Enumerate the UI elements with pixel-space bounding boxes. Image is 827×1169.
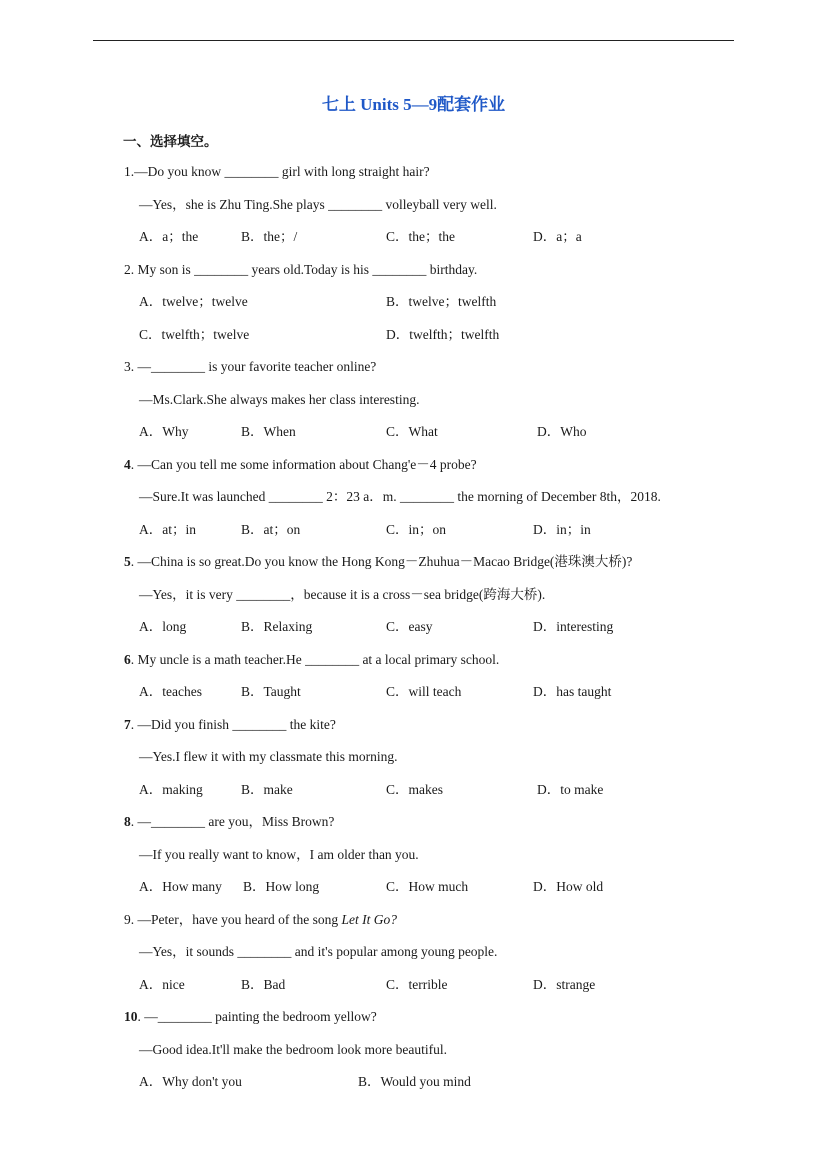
question-9-option-c[interactable]: C．terrible (386, 977, 448, 992)
question-1-option-d[interactable]: D．a；a (533, 229, 582, 244)
question-4-reply: —Sure.It was launched ________ 2：23 a．m. ________ the morning of December 8th，2018. (139, 489, 661, 504)
question-4-option-c[interactable]: C．in；on (386, 522, 447, 537)
question-3-option-b[interactable]: B．When (241, 424, 296, 439)
question-9-stem (124, 911, 397, 929)
question-1-option-a[interactable]: A．a；the (139, 229, 199, 244)
question-6-stem (124, 651, 499, 669)
question-2-option-a[interactable]: A．twelve；twelve (139, 294, 248, 309)
question-1-option-b[interactable]: B．the；/ (241, 229, 298, 244)
question-9-option-d[interactable]: D．strange (533, 977, 596, 992)
question-3-option-c[interactable]: C．What (386, 424, 438, 439)
question-10-number: 10 (124, 1009, 138, 1024)
question-6-number: 6 (124, 652, 131, 667)
question-5-option-b[interactable]: B．Relaxing (241, 619, 313, 634)
question-5-number: 5 (124, 554, 131, 569)
question-2-stem: 2. My son is ________ years old.Today is his ________ birthday. (124, 262, 478, 277)
question-10-option-a[interactable]: A．Why don't you (139, 1074, 242, 1089)
question-5-text: . —China is so great.Do you know the Hong Kong－Zhuhua－Macao Bridge(港珠澳大桥)? (130, 554, 633, 569)
question-6-option-a[interactable]: A．teaches (139, 684, 202, 699)
question-7-text: . —Did you finish ________ the kite? (130, 717, 336, 732)
question-5-reply: —Yes，it is very ________，because it is a cross－sea bridge(跨海大桥). (139, 587, 546, 602)
question-5-option-d[interactable]: D．interesting (533, 619, 614, 634)
question-1-option-c[interactable]: C．the；the (386, 229, 455, 244)
question-8-option-b[interactable]: B．How long (243, 879, 320, 894)
question-2-option-b[interactable]: B．twelve；twelfth (386, 294, 497, 309)
question-9-text: 9. —Peter，have you heard of the song (124, 912, 342, 927)
question-6-option-d[interactable]: D．has taught (533, 684, 612, 699)
question-6-option-b[interactable]: B．Taught (241, 684, 301, 699)
question-1-stem: 1.—Do you know ________ girl with long straight hair? (124, 164, 430, 179)
question-5-option-c[interactable]: C．easy (386, 619, 433, 634)
question-7-option-d[interactable]: D．to make (537, 782, 604, 797)
question-3-reply: —Ms.Clark.She always makes her class interesting. (139, 392, 420, 407)
question-7-reply: —Yes.I flew it with my classmate this morning. (139, 749, 398, 764)
header-rule (93, 40, 734, 41)
question-10-option-b[interactable]: B．Would you mind (358, 1074, 471, 1089)
question-4-number: 4 (124, 457, 131, 472)
question-10-text: . —________ painting the bedroom yellow? (137, 1009, 377, 1024)
question-8-stem (124, 813, 334, 831)
question-10-reply: —Good idea.It'll make the bedroom look more beautiful. (139, 1042, 447, 1057)
question-2-option-c[interactable]: C．twelfth；twelve (139, 327, 250, 342)
question-5-stem (124, 553, 632, 571)
question-7-option-a[interactable]: A．making (139, 782, 203, 797)
question-10-stem (124, 1008, 377, 1026)
question-2-option-d[interactable]: D．twelfth；twelfth (386, 327, 500, 342)
question-9-reply: —Yes，it sounds ________ and it's popular among young people. (139, 944, 498, 959)
question-8-option-d[interactable]: D．How old (533, 879, 604, 894)
question-4-option-d[interactable]: D．in；in (533, 522, 591, 537)
question-4-text: . —Can you tell me some information about Chang'e－4 probe? (130, 457, 477, 472)
question-8-option-c[interactable]: C．How much (386, 879, 469, 894)
question-4-stem (124, 456, 477, 474)
question-8-number: 8 (124, 814, 131, 829)
question-1-reply: —Yes，she is Zhu Ting.She plays ________ volleyball very well. (139, 197, 497, 212)
question-3-option-a[interactable]: A．Why (139, 424, 189, 439)
question-4-option-a[interactable]: A．at；in (139, 522, 196, 537)
question-3-stem: 3. —________ is your favorite teacher online? (124, 359, 377, 374)
question-7-option-c[interactable]: C．makes (386, 782, 443, 797)
page-title: 七上 Units 5—9配套作业 (321, 95, 506, 114)
question-9-option-a[interactable]: A．nice (139, 977, 185, 992)
question-8-reply: —If you really want to know，I am older than you. (139, 847, 419, 862)
section-heading: 一、选择填空。 (123, 134, 218, 150)
question-7-option-b[interactable]: B．make (241, 782, 293, 797)
question-7-number: 7 (124, 717, 131, 732)
question-6-text: . My uncle is a math teacher.He ________ at a local primary school. (130, 652, 500, 667)
question-9-option-b[interactable]: B．Bad (241, 977, 286, 992)
question-3-option-d[interactable]: D．Who (537, 424, 587, 439)
question-6-option-c[interactable]: C．will teach (386, 684, 462, 699)
question-4-option-b[interactable]: B．at；on (241, 522, 301, 537)
question-5-option-a[interactable]: A．long (139, 619, 187, 634)
question-9-song-title: Let It Go? (341, 912, 397, 927)
question-8-text: . —________ are you，Miss Brown? (130, 814, 335, 829)
question-8-option-a[interactable]: A．How many (139, 879, 222, 894)
question-7-stem (124, 716, 336, 734)
